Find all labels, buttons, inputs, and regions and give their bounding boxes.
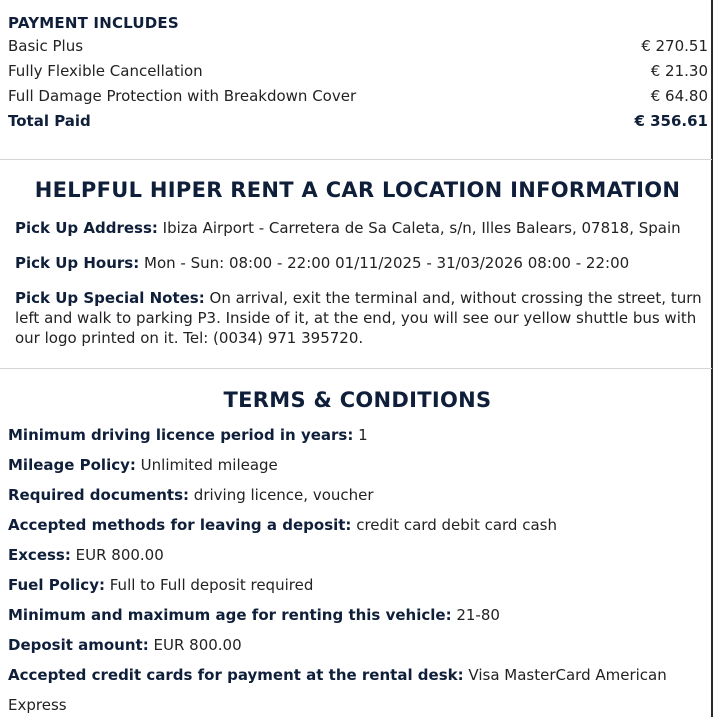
payment-item-amount: € 270.51 xyxy=(641,37,708,55)
terms-label: Required documents: xyxy=(8,486,190,504)
pickup-hours-value: Mon - Sun: 08:00 - 22:00 01/11/2025 - 31/03/2026 08:00 - 22:00 xyxy=(144,254,630,272)
terms-row xyxy=(8,662,698,692)
terms-row xyxy=(8,482,698,512)
payment-row xyxy=(8,34,708,59)
payment-item-label: Fully Flexible Cancellation xyxy=(8,62,203,80)
terms-row xyxy=(8,632,698,662)
terms-label: Minimum driving licence period in years: xyxy=(8,426,354,444)
payment-section xyxy=(8,12,708,134)
payment-row xyxy=(8,84,708,109)
section-divider xyxy=(0,368,712,369)
payment-total-label: Total Paid xyxy=(8,112,91,130)
terms-value: Full to Full deposit required xyxy=(109,576,314,594)
pickup-notes xyxy=(15,288,705,348)
terms-value: EUR 800.00 xyxy=(75,546,164,564)
terms-row xyxy=(8,602,698,632)
pickup-hours-label: Pick Up Hours: xyxy=(15,254,140,272)
terms-value: driving licence, voucher xyxy=(193,486,374,504)
pickup-hours xyxy=(15,253,705,273)
pickup-notes-value: On arrival, exit the terminal and, without crossing the street, turn left and walk to parking P3. Inside of it, at the end, you will see our yellow shuttle bus with our logo printed on it. Tel: (0034) 971 395720. xyxy=(15,289,702,347)
terms-label: Accepted methods for leaving a deposit: xyxy=(8,516,352,534)
terms-row xyxy=(8,542,698,572)
terms-continuation-value: Express xyxy=(8,696,67,714)
payment-title: PAYMENT INCLUDES xyxy=(8,14,179,32)
terms-row xyxy=(8,422,698,452)
payment-item-label: Basic Plus xyxy=(8,37,84,55)
pickup-address-label: Pick Up Address: xyxy=(15,219,158,237)
payment-item-label: Full Damage Protection with Breakdown Cover xyxy=(8,87,357,105)
pickup-address-value: Ibiza Airport - Carretera de Sa Caleta, s/n, Illes Balears, 07818, Spain xyxy=(162,219,681,237)
terms-row xyxy=(8,572,698,602)
terms-value: Unlimited mileage xyxy=(140,456,278,474)
pickup-notes-label: Pick Up Special Notes: xyxy=(15,289,205,307)
pickup-address xyxy=(15,218,705,238)
terms-value: 21-80 xyxy=(456,606,500,624)
payment-total-amount: € 356.61 xyxy=(634,112,708,130)
terms-label: Mileage Policy: xyxy=(8,456,136,474)
terms-title: TERMS & CONDITIONS xyxy=(223,388,492,412)
page-right-border xyxy=(711,0,713,717)
terms-label: Fuel Policy: xyxy=(8,576,105,594)
location-title: HELPFUL HIPER RENT A CAR LOCATION INFORMATION xyxy=(34,178,681,202)
terms-label: Excess: xyxy=(8,546,71,564)
terms-label: Accepted credit cards for payment at the rental desk: xyxy=(8,666,464,684)
terms-continuation xyxy=(8,692,698,722)
section-divider xyxy=(0,159,712,160)
terms-row xyxy=(8,512,698,542)
terms-value: Visa MasterCard American xyxy=(468,666,667,684)
terms-value: EUR 800.00 xyxy=(153,636,242,654)
payment-row xyxy=(8,59,708,84)
payment-total-row xyxy=(8,109,708,134)
payment-item-amount: € 64.80 xyxy=(650,87,708,105)
terms-label: Minimum and maximum age for renting this vehicle: xyxy=(8,606,452,624)
terms-row xyxy=(8,452,698,482)
terms-value: 1 xyxy=(358,426,368,444)
payment-item-amount: € 21.30 xyxy=(650,62,708,80)
terms-label: Deposit amount: xyxy=(8,636,149,654)
terms-list xyxy=(8,422,698,722)
terms-value: credit card debit card cash xyxy=(356,516,557,534)
